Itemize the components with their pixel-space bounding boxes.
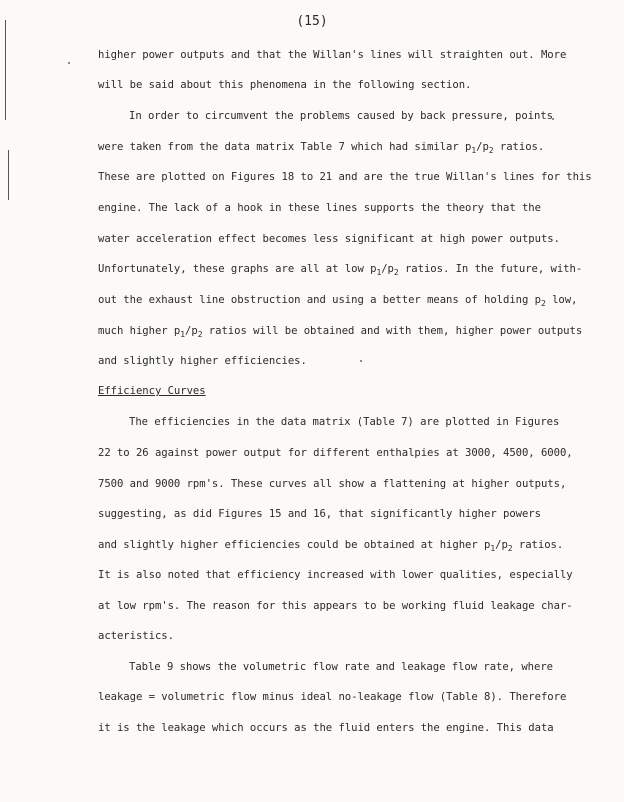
- text-line: at low rpm's. The reason for this appears to be working fluid leakage char-: [98, 600, 573, 612]
- text-line: it is the leakage which occurs as the fluid enters the engine. This data: [98, 722, 554, 734]
- text-line: It is also noted that efficiency increased with lower qualities, especially: [98, 569, 573, 581]
- binding-mark: [5, 20, 6, 120]
- text-line: In order to circumvent the problems caused by back pressure, points: [129, 110, 553, 122]
- text-line: leakage = volumetric flow minus ideal no-leakage flow (Table 8). Therefore: [98, 691, 567, 703]
- text-line: will be said about this phenomena in the following section.: [98, 79, 472, 91]
- text-line: higher power outputs and that the Willan's lines will straighten out. More: [98, 49, 567, 61]
- binding-mark: [8, 150, 9, 200]
- text-line: Unfortunately, these graphs are all at low $p_1/p_2$ ratios. In the future, with-: [98, 263, 583, 277]
- text-line: acteristics.: [98, 630, 174, 642]
- text-line: out the exhaust line obstruction and using a better means of holding $p_2$ low,: [98, 294, 578, 308]
- section-heading: Efficiency Curves: [98, 385, 206, 397]
- text-line: suggesting, as did Figures 15 and 16, that significantly higher powers: [98, 508, 541, 520]
- text-line: These are plotted on Figures 18 to 21 and are the true Willan's lines for this: [98, 171, 592, 183]
- text-line: and slightly higher efficiencies could be obtained at higher $p_1/p_2$ ratios.: [98, 539, 564, 553]
- page-number: (15): [296, 14, 328, 29]
- text-line: 22 to 26 against power output for different enthalpies at 3000, 4500, 6000,: [98, 447, 573, 459]
- speck: [68, 62, 70, 64]
- text-line: were taken from the data matrix Table 7 which had similar $p_1/p_2$ ratios.: [98, 141, 545, 155]
- text-line: water acceleration effect becomes less significant at high power outputs.: [98, 233, 560, 245]
- text-line: engine. The lack of a hook in these lines supports the theory that the: [98, 202, 541, 214]
- text-line: 7500 and 9000 rpm's. These curves all show a flattening at higher outputs,: [98, 478, 567, 490]
- text-line: much higher $p_1/p_2$ ratios will be obtained and with them, higher power outputs: [98, 325, 583, 339]
- text-line: and slightly higher efficiencies.: [98, 355, 307, 367]
- text-line: Table 9 shows the volumetric flow rate and leakage flow rate, where: [129, 661, 553, 673]
- text-line: The efficiencies in the data matrix (Table 7) are plotted in Figures: [129, 416, 560, 428]
- speck: [360, 360, 362, 362]
